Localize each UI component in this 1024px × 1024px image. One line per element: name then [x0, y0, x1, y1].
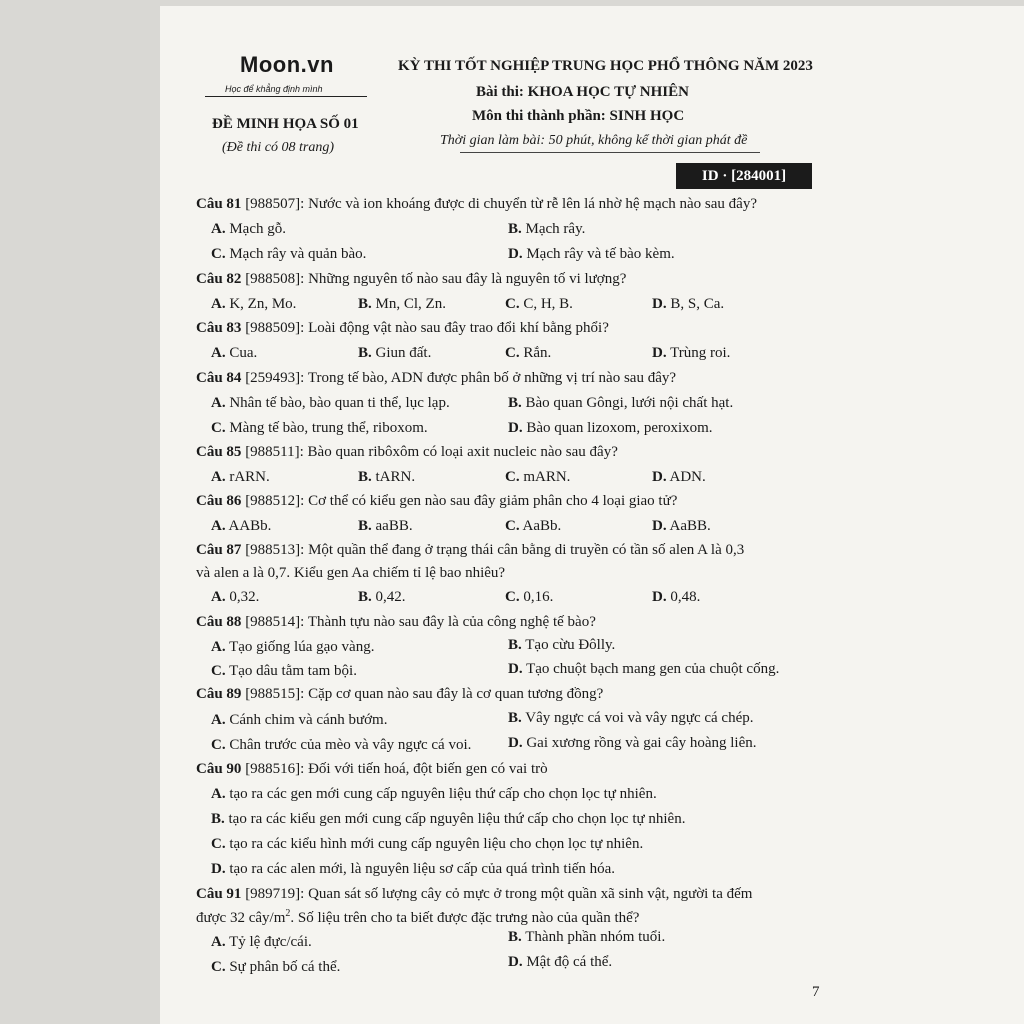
density-text-end: . Số liệu trên cho ta biết được đặc trưng nào của quần thể?: [290, 910, 640, 926]
question-number: Câu 91: [196, 886, 242, 902]
question-text: [988508]: Những nguyên tố nào sau đây là nguyên tố vi lượng?: [241, 271, 627, 287]
option-letter: B.: [508, 221, 522, 237]
answer-option: [358, 345, 431, 362]
option-letter: B.: [358, 589, 372, 605]
option-letter: A.: [211, 639, 226, 655]
option-text: Tỷ lệ đực/cái.: [225, 934, 312, 950]
option-text: Giun đất.: [371, 345, 432, 361]
question-text: [988516]: Đối với tiến hoá, đột biến gen có vai trò: [241, 761, 548, 777]
header-divider: [460, 152, 760, 153]
option-text: K, Zn, Mo.: [225, 296, 297, 312]
answer-option: [211, 246, 366, 263]
answer-option: [505, 469, 570, 486]
option-text: Gai xương rồng và gai cây hoàng liên.: [522, 735, 757, 751]
option-text: Nhân tế bào, bào quan ti thể, lục lạp.: [225, 395, 450, 411]
answer-option: [505, 345, 551, 362]
question-stem: [196, 761, 548, 778]
question-text: [988512]: Cơ thể có kiểu gen nào sau đây giảm phân cho 4 loại giao tử?: [241, 493, 678, 509]
answer-option: [211, 712, 387, 729]
option-text: Vây ngực cá voi và vây ngực cá chép.: [521, 710, 754, 726]
logo-divider: [205, 96, 367, 97]
question-stem: [196, 320, 609, 337]
option-letter: B.: [508, 395, 522, 411]
option-letter: D.: [211, 861, 226, 877]
answer-option: [358, 589, 406, 606]
question-stem: [196, 444, 618, 461]
option-letter: D.: [508, 246, 523, 262]
exam-time: Thời gian làm bài: 50 phút, không kể thời gian phát đề: [440, 133, 748, 148]
exam-id-badge: ID · [284001]: [676, 163, 812, 189]
question-number: Câu 85: [196, 444, 242, 460]
option-letter: C.: [505, 518, 520, 534]
answer-option: [211, 469, 270, 486]
answer-option: [358, 469, 415, 486]
answer-option: [211, 589, 259, 606]
question-number: Câu 82: [196, 271, 242, 287]
option-text: tạo ra các kiểu hình mới cung cấp nguyên liệu cho chọn lọc tự nhiên.: [225, 836, 644, 852]
answer-option: [508, 735, 757, 752]
answer-option: [211, 786, 657, 803]
question-stem: [196, 614, 596, 631]
answer-option: [652, 589, 700, 606]
question-text: [988514]: Thành tựu nào sau đây là của công nghệ tế bào?: [241, 614, 596, 630]
option-text: aaBB.: [371, 518, 413, 534]
option-text: B, S, Ca.: [666, 296, 725, 312]
option-letter: C.: [211, 420, 226, 436]
option-text: Tạo chuột bạch mang gen của chuột cống.: [522, 661, 780, 677]
option-letter: B.: [508, 929, 522, 945]
option-letter: C.: [211, 959, 226, 975]
answer-option: [508, 221, 585, 238]
answer-option: [652, 345, 730, 362]
question-stem: [196, 686, 603, 703]
answer-option: [358, 518, 413, 535]
answer-option: [211, 959, 340, 976]
option-letter: B.: [358, 518, 372, 534]
question-stem: [196, 542, 744, 559]
option-letter: B.: [508, 710, 522, 726]
option-text: Màng tế bào, trung thể, riboxom.: [225, 420, 428, 436]
option-text: Mạch rây và quản bào.: [225, 246, 367, 262]
option-letter: C.: [505, 589, 520, 605]
answer-option: [508, 395, 733, 412]
option-letter: B.: [211, 811, 225, 827]
option-text: Sự phân bố cá thể.: [225, 959, 341, 975]
superscript-exponent: 2: [285, 908, 291, 919]
answer-option: [211, 639, 374, 656]
option-text: Mạch rây.: [521, 221, 586, 237]
option-text: AaBb.: [519, 518, 562, 534]
question-number: Câu 89: [196, 686, 242, 702]
question-stem: [196, 196, 757, 213]
question-text: [988507]: Nước và ion khoáng được di chuyển từ rễ lên lá nhờ hệ mạch nào sau đây?: [241, 196, 757, 212]
question-text: [988511]: Bào quan ribôxôm có loại axit nucleic nào sau đây?: [241, 444, 618, 460]
option-letter: A.: [211, 469, 226, 485]
question-number: Câu 90: [196, 761, 242, 777]
question-stem: [196, 493, 677, 510]
answer-option: [508, 710, 754, 727]
publisher-slogan: Học để khẳng định mình: [225, 84, 323, 94]
question-number: Câu 84: [196, 370, 242, 386]
option-text: Tạo giống lúa gạo vàng.: [225, 639, 375, 655]
question-text: [988513]: Một quần thể đang ở trạng thái cân bằng di truyền có tần số alen A là 0,3: [241, 542, 745, 558]
option-text: Bào quan lizoxom, peroxixom.: [522, 420, 713, 436]
answer-option: [211, 296, 296, 313]
question-text-continued: [196, 908, 639, 927]
answer-option: [358, 296, 446, 313]
option-letter: A.: [211, 345, 226, 361]
option-letter: A.: [211, 518, 226, 534]
option-letter: D.: [652, 589, 667, 605]
option-text: Cua.: [225, 345, 258, 361]
question-number: Câu 87: [196, 542, 242, 558]
option-letter: B.: [358, 296, 372, 312]
option-text: tARN.: [371, 469, 416, 485]
option-text: Thành phần nhóm tuổi.: [521, 929, 666, 945]
option-letter: C.: [505, 345, 520, 361]
sample-exam-label: ĐỀ MINH HỌA SỐ 01: [212, 116, 359, 132]
option-letter: A.: [211, 395, 226, 411]
option-text: C, H, B.: [519, 296, 573, 312]
option-text: tạo ra các gen mới cung cấp nguyên liệu thứ cấp cho chọn lọc tự nhiên.: [225, 786, 657, 802]
answer-option: [211, 663, 357, 680]
answer-option: [652, 469, 706, 486]
option-letter: A.: [211, 589, 226, 605]
option-letter: B.: [358, 345, 372, 361]
question-number: Câu 81: [196, 196, 242, 212]
answer-option: [211, 345, 257, 362]
answer-option: [211, 811, 685, 828]
answer-option: [211, 395, 450, 412]
answer-option: [652, 296, 724, 313]
option-text: Trùng roi.: [666, 345, 731, 361]
option-text: Mạch gỗ.: [225, 221, 286, 237]
answer-option: [508, 246, 675, 263]
answer-option: [211, 518, 271, 535]
question-stem: [196, 886, 752, 903]
density-text: được 32 cây/m: [196, 910, 286, 926]
option-text: ADN.: [666, 469, 706, 485]
option-letter: C.: [211, 737, 226, 753]
publisher-logo: Moon.vn: [240, 52, 334, 77]
answer-option: [508, 637, 615, 654]
question-text: [989719]: Quan sát số lượng cây cỏ mực ở trong một quần xã sinh vật, người ta đếm: [241, 886, 753, 902]
question-stem: [196, 370, 676, 387]
option-text: Rắn.: [519, 345, 552, 361]
option-letter: D.: [508, 735, 523, 751]
question-stem: [196, 271, 626, 288]
answer-option: [505, 518, 561, 535]
option-text: tạo ra các kiểu gen mới cung cấp nguyên liệu thứ cấp cho chọn lọc tự nhiên.: [224, 811, 686, 827]
option-letter: D.: [652, 469, 667, 485]
exam-component: Môn thi thành phần: SINH HỌC: [472, 108, 685, 124]
answer-option: [211, 737, 471, 754]
option-text: 0,48.: [666, 589, 701, 605]
option-letter: A.: [211, 296, 226, 312]
answer-option: [508, 954, 612, 971]
option-letter: C.: [211, 246, 226, 262]
option-text: Tạo dâu tằm tam bội.: [225, 663, 357, 679]
option-text: rARN.: [225, 469, 270, 485]
page-number: 7: [812, 984, 820, 1000]
option-text: Bào quan Gôngi, lưới nội chất hạt.: [521, 395, 734, 411]
option-text: Mạch rây và tế bào kèm.: [522, 246, 675, 262]
answer-option: [652, 518, 711, 535]
answer-option: [505, 296, 573, 313]
option-text: AABb.: [225, 518, 272, 534]
answer-option: [211, 420, 428, 437]
option-text: 0,32.: [225, 589, 260, 605]
answer-option: [505, 589, 553, 606]
question-text: [259493]: Trong tế bào, ADN được phân bố ở những vị trí nào sau đây?: [241, 370, 677, 386]
option-text: Mn, Cl, Zn.: [371, 296, 446, 312]
option-text: Cánh chim và cánh bướm.: [225, 712, 388, 728]
option-letter: C.: [211, 663, 226, 679]
option-text: AaBB.: [666, 518, 711, 534]
option-letter: D.: [508, 954, 523, 970]
option-letter: D.: [652, 296, 667, 312]
answer-option: [508, 929, 665, 946]
exam-title: KỲ THI TỐT NGHIỆP TRUNG HỌC PHỔ THÔNG NĂM 2023: [398, 58, 813, 74]
option-text: 0,42.: [371, 589, 406, 605]
answer-option: [508, 420, 713, 437]
exam-subject: Bài thi: KHOA HỌC TỰ NHIÊN: [476, 84, 689, 100]
answer-option: [211, 861, 615, 878]
question-number: Câu 83: [196, 320, 242, 336]
question-number: Câu 86: [196, 493, 242, 509]
option-letter: A.: [211, 221, 226, 237]
option-letter: D.: [508, 661, 523, 677]
option-text: tạo ra các alen mới, là nguyên liệu sơ cấp của quá trình tiến hóa.: [225, 861, 616, 877]
option-letter: A.: [211, 712, 226, 728]
answer-option: [211, 934, 312, 951]
question-number: Câu 88: [196, 614, 242, 630]
option-letter: C.: [505, 296, 520, 312]
question-text: [988515]: Cặp cơ quan nào sau đây là cơ quan tương đồng?: [241, 686, 604, 702]
option-letter: D.: [508, 420, 523, 436]
page-count-note: (Đề thi có 08 trang): [222, 140, 334, 155]
question-text: [988509]: Loài động vật nào sau đây trao đổi khí bằng phổi?: [241, 320, 609, 336]
option-text: mARN.: [519, 469, 571, 485]
option-text: 0,16.: [519, 589, 554, 605]
option-letter: A.: [211, 934, 226, 950]
answer-option: [211, 836, 643, 853]
option-text: Tạo cừu Đôlly.: [521, 637, 616, 653]
option-text: Chân trước của mèo và vây ngực cá voi.: [225, 737, 472, 753]
question-text-continued: và alen a là 0,7. Kiểu gen Aa chiếm tỉ lệ bao nhiêu?: [196, 565, 506, 581]
option-letter: D.: [652, 518, 667, 534]
option-letter: A.: [211, 786, 226, 802]
answer-option: [211, 221, 286, 238]
option-letter: C.: [505, 469, 520, 485]
option-letter: B.: [508, 637, 522, 653]
option-text: Mật độ cá thể.: [522, 954, 613, 970]
option-letter: B.: [358, 469, 372, 485]
option-letter: C.: [211, 836, 226, 852]
answer-option: [508, 661, 779, 678]
option-letter: D.: [652, 345, 667, 361]
